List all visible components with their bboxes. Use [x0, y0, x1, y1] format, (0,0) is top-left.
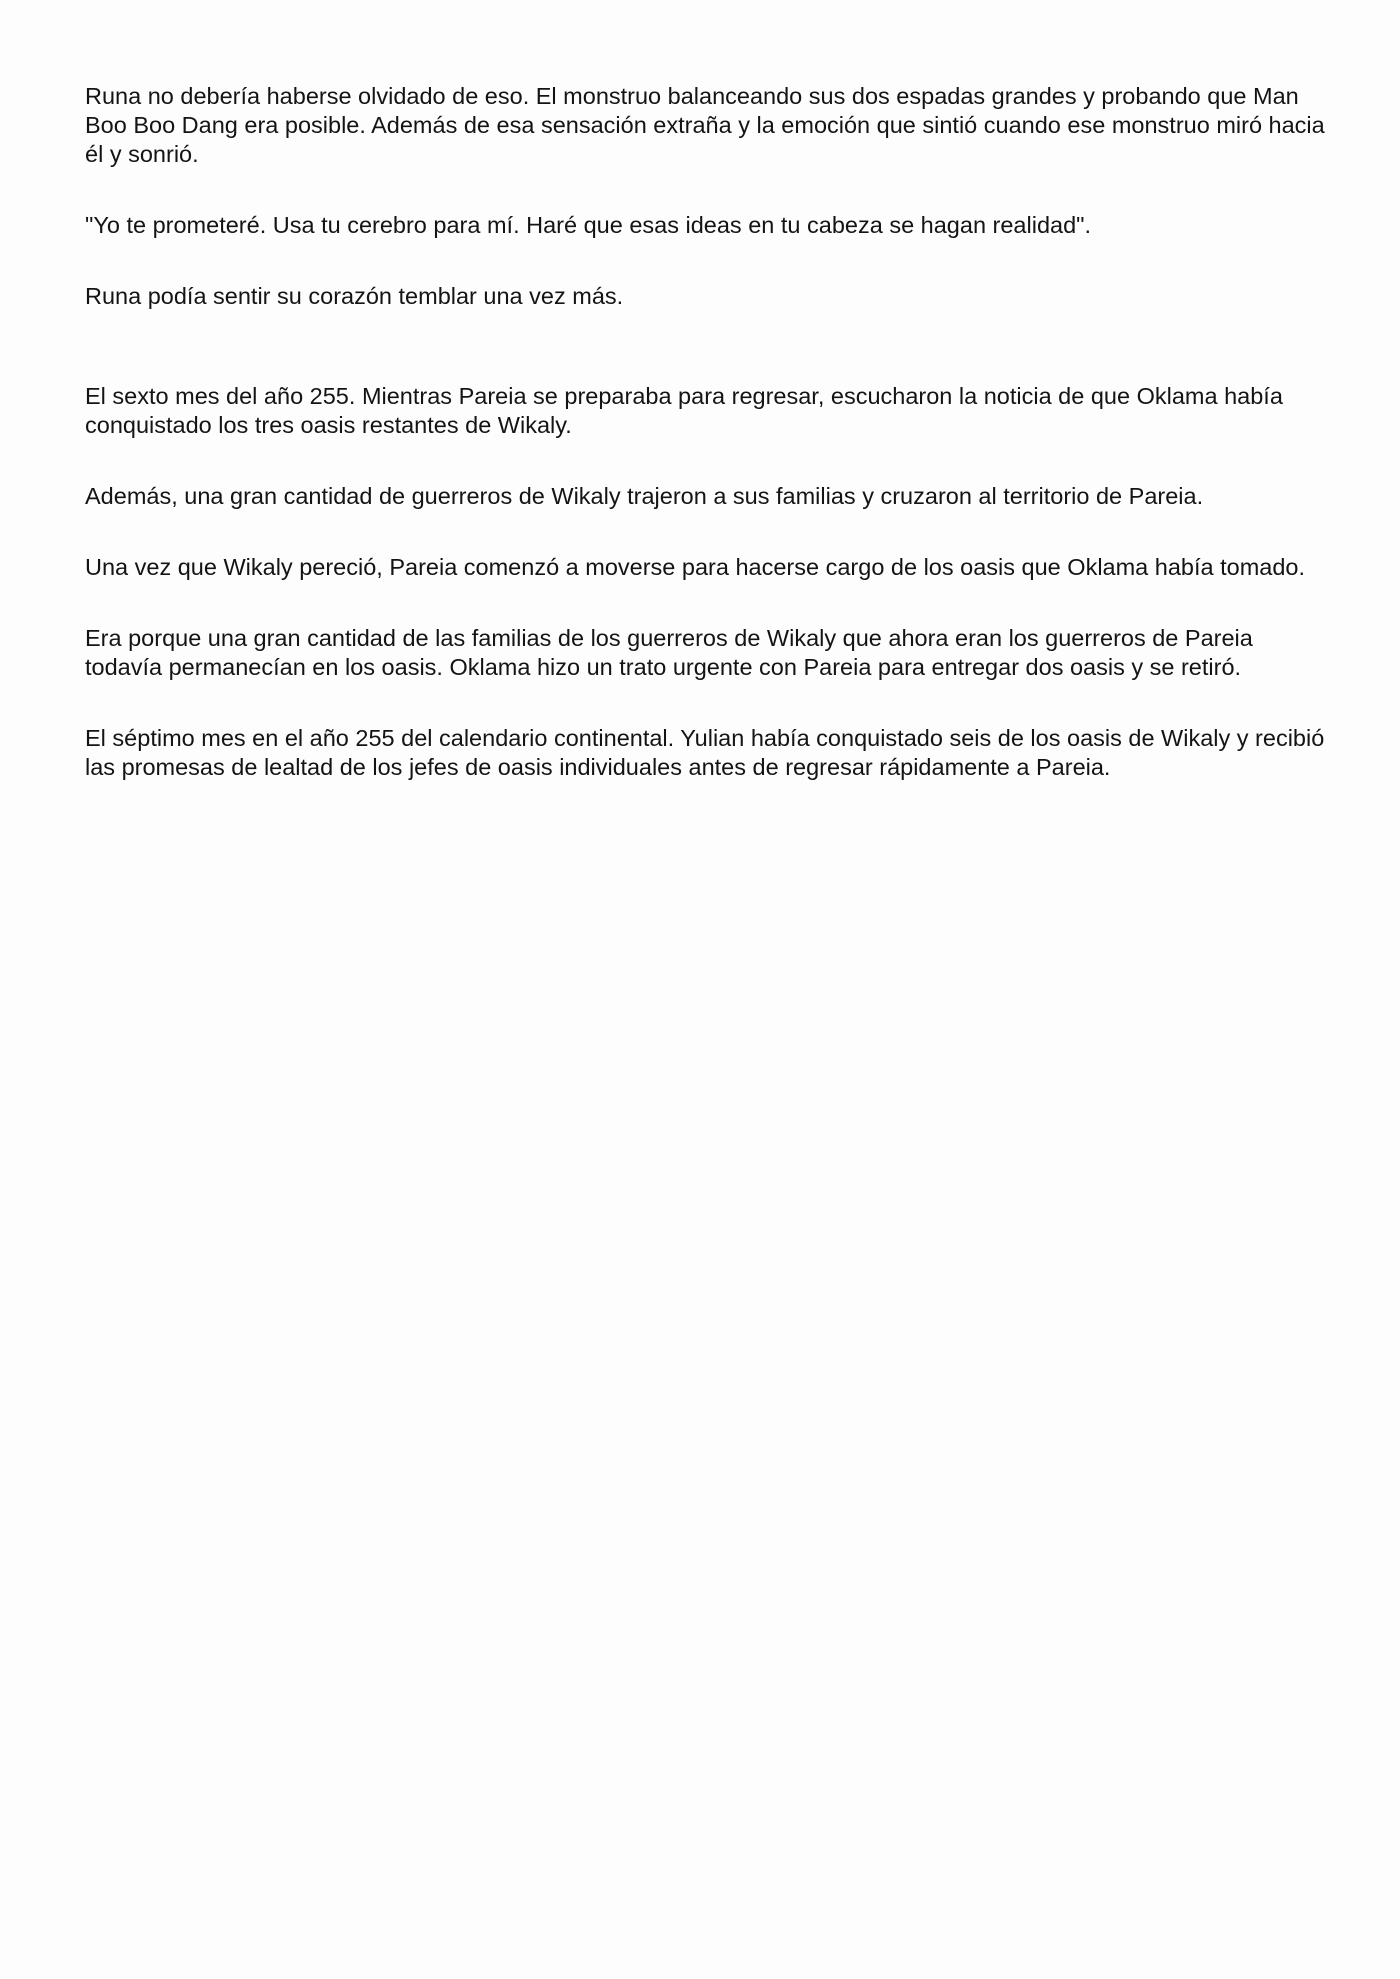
- paragraph-1: Runa no debería haberse olvidado de eso. El monstruo balanceando sus dos espadas grandes y probando que Man Boo Boo Dang era posible. Además de esa sensación extraña y la emoción que sintió cuando ese monstruo miró hacia él y sonrió.: [85, 83, 1325, 167]
- paragraph-8: El séptimo mes en el año 255 del calendario continental. Yulian había conquistado seis de los oasis de Wikaly y recibió las promesas de lealtad de los jefes de oasis individuales antes de regresar rápidamente a Pareia.: [85, 725, 1325, 780]
- paragraph-5: Además, una gran cantidad de guerreros de Wikaly trajeron a sus familias y cruzaron al territorio de Pareia.: [85, 483, 1204, 509]
- paragraph-4: El sexto mes del año 255. Mientras Pareia se preparaba para regresar, escucharon la noticia de que Oklama había conquistado los tres oasis restantes de Wikaly.: [85, 383, 1283, 438]
- paragraph-6: Una vez que Wikaly pereció, Pareia comenzó a moverse para hacerse cargo de los oasis que Oklama había tomado.: [85, 554, 1306, 580]
- paragraph-2: "Yo te prometeré. Usa tu cerebro para mí. Haré que esas ideas en tu cabeza se hagan realidad".: [85, 212, 1092, 238]
- document-page: [85, 82, 1335, 782]
- paragraph-7: Era porque una gran cantidad de las familias de los guerreros de Wikaly que ahora eran los guerreros de Pareia todavía permanecían en los oasis. Oklama hizo un trato urgente con Pareia para entregar dos oasis y se retiró.: [85, 625, 1253, 680]
- paragraph-3: Runa podía sentir su corazón temblar una vez más.: [85, 283, 624, 309]
